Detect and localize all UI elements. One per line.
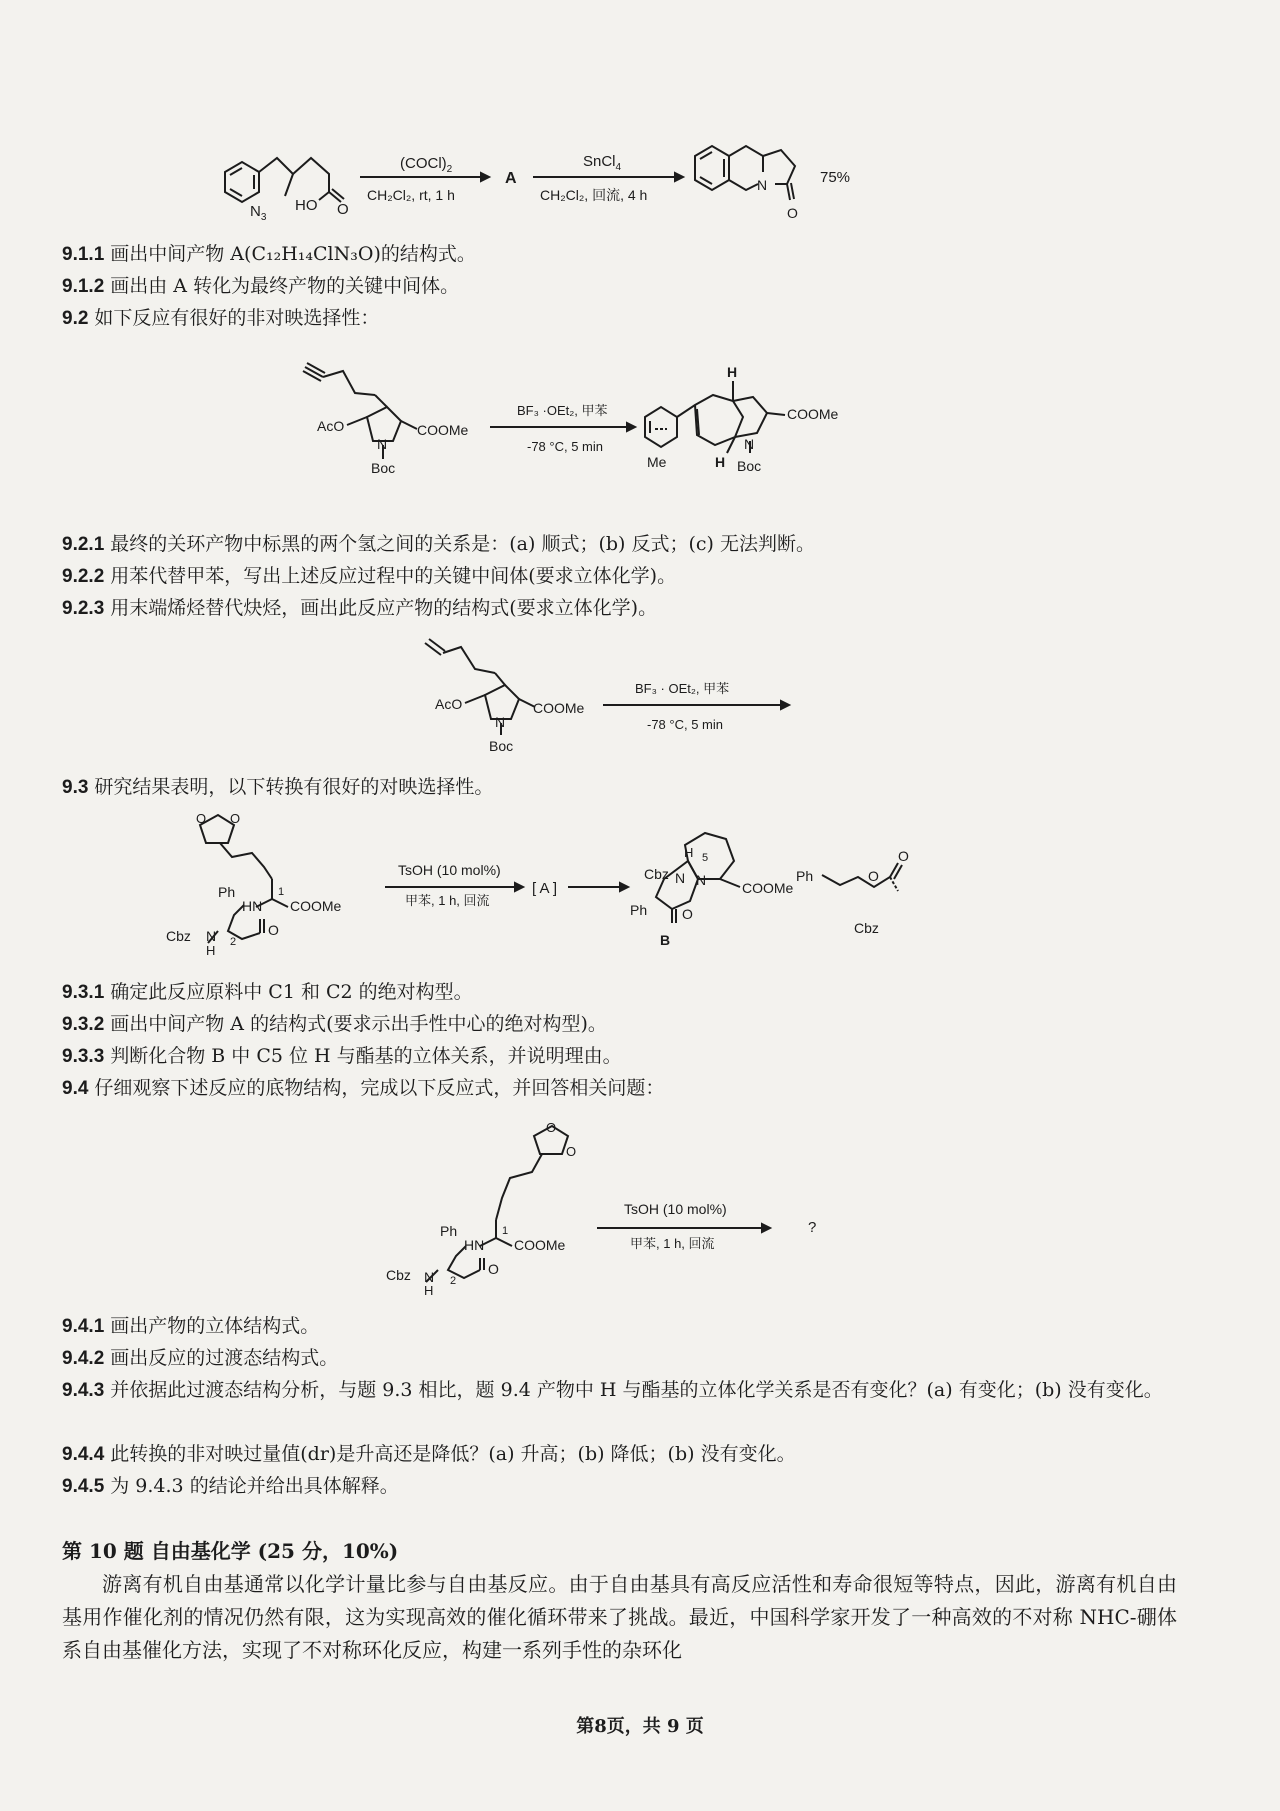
question-text: 如下反应有很好的非对映选择性： xyxy=(94,307,380,329)
product-n-label: N xyxy=(744,436,755,452)
b-coome-label: COOMe xyxy=(742,880,794,896)
reagent-bottom: -78 °C, 5 min xyxy=(527,439,604,454)
reagent-top: TsOH (10 mol%) xyxy=(624,1201,727,1217)
question-9-2 xyxy=(62,304,379,333)
b-n2-label: N xyxy=(696,872,707,888)
carbonyl-o-label: O xyxy=(337,201,349,218)
question-number: 9.1.1 xyxy=(62,244,105,265)
compound-b-label: B xyxy=(660,932,671,948)
question-9-4-2 xyxy=(62,1344,338,1373)
cbz-definition-label: Cbz xyxy=(854,920,879,936)
reagent-bottom: 甲苯, 1 h, 回流 xyxy=(405,893,490,908)
question-text: 画出由 A 转化为最终产物的关键中间体。 xyxy=(110,275,460,297)
question-text: 用苯代替甲苯，写出上述反应过程中的关键中间体(要求立体化学)。 xyxy=(110,565,677,587)
boc-label: Boc xyxy=(371,460,396,476)
question-number: 9.3 xyxy=(62,777,89,798)
azide-label: $N_3$ xyxy=(250,203,267,223)
coome-label: COOMe xyxy=(533,700,585,716)
question-9-3-2 xyxy=(62,1010,607,1039)
question-number: 9.4.3 xyxy=(62,1380,105,1401)
n-label: N xyxy=(377,436,388,452)
question-number: 9.2.1 xyxy=(62,534,105,555)
b-o-label: O xyxy=(682,906,693,922)
cbz-label: Cbz xyxy=(166,928,191,944)
question-9-4 xyxy=(62,1074,664,1103)
intermediate-a-label: A xyxy=(505,170,517,187)
product-boc-label: Boc xyxy=(737,458,762,474)
question-number: 9.4.2 xyxy=(62,1348,105,1369)
cbz-o2-label: O xyxy=(898,848,909,864)
scheme-9-4 xyxy=(362,1120,882,1298)
question-text: 并依据此过渡态结构分析，与题 9.3 相比，题 9.4 产物中 H 与酯基的立体化学关系是否有变化？(a) 有变化；(b) 没有变化。 xyxy=(110,1379,1163,1401)
h-bottom-label: H xyxy=(715,454,726,470)
question-text: 确定此反应原料中 C1 和 C2 的绝对构型。 xyxy=(110,981,473,1003)
question-number: 9.1.2 xyxy=(62,276,105,297)
nh-h-label: H xyxy=(206,943,216,958)
dioxolane-o1: O xyxy=(196,811,207,826)
c2-label: 2 xyxy=(230,936,237,948)
question-number: 9.2 xyxy=(62,308,89,329)
question-9-2-2 xyxy=(62,562,676,591)
scheme-9-2-graphic xyxy=(305,355,945,515)
hydroxyl-label: HO xyxy=(295,197,318,214)
me-label: Me xyxy=(647,454,667,470)
dioxolane-o2: O xyxy=(566,1144,577,1159)
nh-n-label: N xyxy=(206,928,217,944)
question-number: 9.3.1 xyxy=(62,982,105,1003)
question-text: 判断化合物 B 中 C5 位 H 与酯基的立体关系，并说明理由。 xyxy=(110,1045,622,1067)
b-cbz-label: Cbz xyxy=(644,866,669,882)
question-text: 用末端烯烃替代炔烃，画出此反应产物的结构式(要求立体化学)。 xyxy=(110,597,658,619)
question-text: 为 9.4.3 的结论并给出具体解释。 xyxy=(110,1475,399,1497)
c1-label: 1 xyxy=(278,886,285,898)
reagent-bottom: -78 °C, 5 min xyxy=(647,717,724,732)
question-9-3 xyxy=(62,773,493,802)
question-9-4-4 xyxy=(62,1440,796,1469)
nh-h-label: H xyxy=(424,1283,434,1298)
aco-label: AcO xyxy=(435,696,463,712)
c2-label: 2 xyxy=(450,1275,457,1287)
scheme-9-1 xyxy=(225,140,1005,240)
question-number: 9.3.3 xyxy=(62,1046,105,1067)
coome-label: COOMe xyxy=(417,422,469,438)
c1-label: 1 xyxy=(502,1225,509,1237)
reagent1-top: $(COCl)_2$ xyxy=(400,155,453,175)
question-9-3-1 xyxy=(62,978,473,1007)
section-10-heading: 第 10 题 自由基化学 (25 分，10%) xyxy=(62,1539,399,1563)
b-n1-label: N xyxy=(675,870,686,886)
question-number: 9.3.2 xyxy=(62,1014,105,1035)
question-9-2-1 xyxy=(62,530,815,559)
question-9-4-1 xyxy=(62,1312,319,1341)
scheme-9-3-graphic xyxy=(160,805,1060,958)
question-9-4-5 xyxy=(62,1472,399,1501)
scheme-9-2 xyxy=(305,355,945,515)
ph-label: Ph xyxy=(218,884,236,900)
question-number: 9.4.4 xyxy=(62,1444,105,1465)
scheme-9-1-graphic xyxy=(225,140,1005,240)
dioxolane-o2: O xyxy=(230,811,241,826)
question-text: 画出中间产物 A(C₁₂H₁₄ClN₃O)的结构式。 xyxy=(110,243,476,265)
nh-n-label: N xyxy=(424,1269,435,1285)
question-text: 研究结果表明，以下转换有很好的对映选择性。 xyxy=(94,776,494,798)
cbz-ph-label: Ph xyxy=(796,868,814,884)
question-number: 9.2.3 xyxy=(62,598,105,619)
amide-o-label: O xyxy=(268,922,279,938)
reagent-top: TsOH (10 mol%) xyxy=(398,862,501,878)
cbz-o1-label: O xyxy=(868,868,879,884)
question-number: 9.4 xyxy=(62,1078,89,1099)
scheme-9-2-3-graphic xyxy=(425,635,805,765)
reagent-top: BF₃ · OEt₂, 甲苯 xyxy=(635,681,730,696)
question-9-2-3 xyxy=(62,594,657,623)
reagent2-bottom: CH₂Cl₂, 回流, 4 h xyxy=(540,187,648,203)
question-9-1-2 xyxy=(62,272,459,301)
aco-label: AcO xyxy=(317,418,345,434)
question-text: 此转换的非对映过量值(dr)是升高还是降低？(a) 升高；(b) 降低；(b) 没有变化。 xyxy=(110,1443,796,1465)
dioxolane-o1: O xyxy=(546,1120,557,1135)
reagent-bottom: 甲苯, 1 h, 回流 xyxy=(630,1236,715,1251)
hn-label: HN xyxy=(464,1237,485,1253)
ph-label: Ph xyxy=(440,1223,458,1239)
b-ph-label: Ph xyxy=(630,902,648,918)
intermediate-a-label: [ A ] xyxy=(532,880,558,897)
question-text: 仔细观察下述反应的底物结构，完成以下反应式，并回答相关问题： xyxy=(94,1077,665,1099)
reagent2-top: SnCl$_4$ xyxy=(583,153,622,173)
scheme-9-4-graphic xyxy=(362,1120,882,1298)
question-9-3-3 xyxy=(62,1042,622,1071)
product-coome-label: COOMe xyxy=(787,406,839,422)
n-label: N xyxy=(495,714,506,730)
hn-label: HN xyxy=(242,898,263,914)
cbz-label: Cbz xyxy=(386,1267,411,1283)
unknown-product-label: ? xyxy=(808,1219,817,1236)
page-footer: 第8页，共 9 页 xyxy=(576,1716,704,1737)
coome-label: COOMe xyxy=(290,898,342,914)
coome-label: COOMe xyxy=(514,1237,566,1253)
scheme-9-2-3 xyxy=(425,635,805,765)
question-9-4-3 xyxy=(62,1376,1182,1405)
question-number: 9.4.1 xyxy=(62,1316,105,1337)
question-text: 最终的关环产物中标黑的两个氢之间的关系是：(a) 顺式；(b) 反式；(c) 无法判断。 xyxy=(110,533,815,555)
question-9-1-1 xyxy=(62,240,476,269)
boc-label: Boc xyxy=(489,738,514,754)
question-text: 画出产物的立体结构式。 xyxy=(110,1315,320,1337)
yield-label: 75% xyxy=(820,169,851,186)
b-h-label: H xyxy=(684,845,694,860)
product-o-label: O xyxy=(787,205,798,221)
product-n-label: N xyxy=(757,177,768,193)
reagent-top: BF₃ ·OEt₂, 甲苯 xyxy=(517,403,608,418)
section-10-paragraph: 游离有机自由基通常以化学计量比参与自由基反应。由于自由基具有高反应活性和寿命很短等特点，因此，游离有机自由基用作催化剂的情况仍然有限，这为实现高效的催化循环带来了挑战。最近，中国科学家开发了一种高效的不对称 NHC-硼体系自由基催化方法，实现了不对称环化反应，构建一系列手性的杂环化 xyxy=(62,1572,1177,1662)
question-text: 画出中间产物 A 的结构式(要求示出手性中心的绝对构型)。 xyxy=(110,1013,607,1035)
question-text: 画出反应的过渡态结构式。 xyxy=(110,1347,339,1369)
amide-o-label: O xyxy=(488,1261,499,1277)
scheme-9-3 xyxy=(160,805,1060,958)
question-number: 9.4.5 xyxy=(62,1476,105,1497)
b-c5-label: 5 xyxy=(702,852,709,864)
h-top-label: H xyxy=(727,364,738,380)
question-number: 9.2.2 xyxy=(62,566,105,587)
reagent1-bottom: CH₂Cl₂, rt, 1 h xyxy=(367,187,455,203)
